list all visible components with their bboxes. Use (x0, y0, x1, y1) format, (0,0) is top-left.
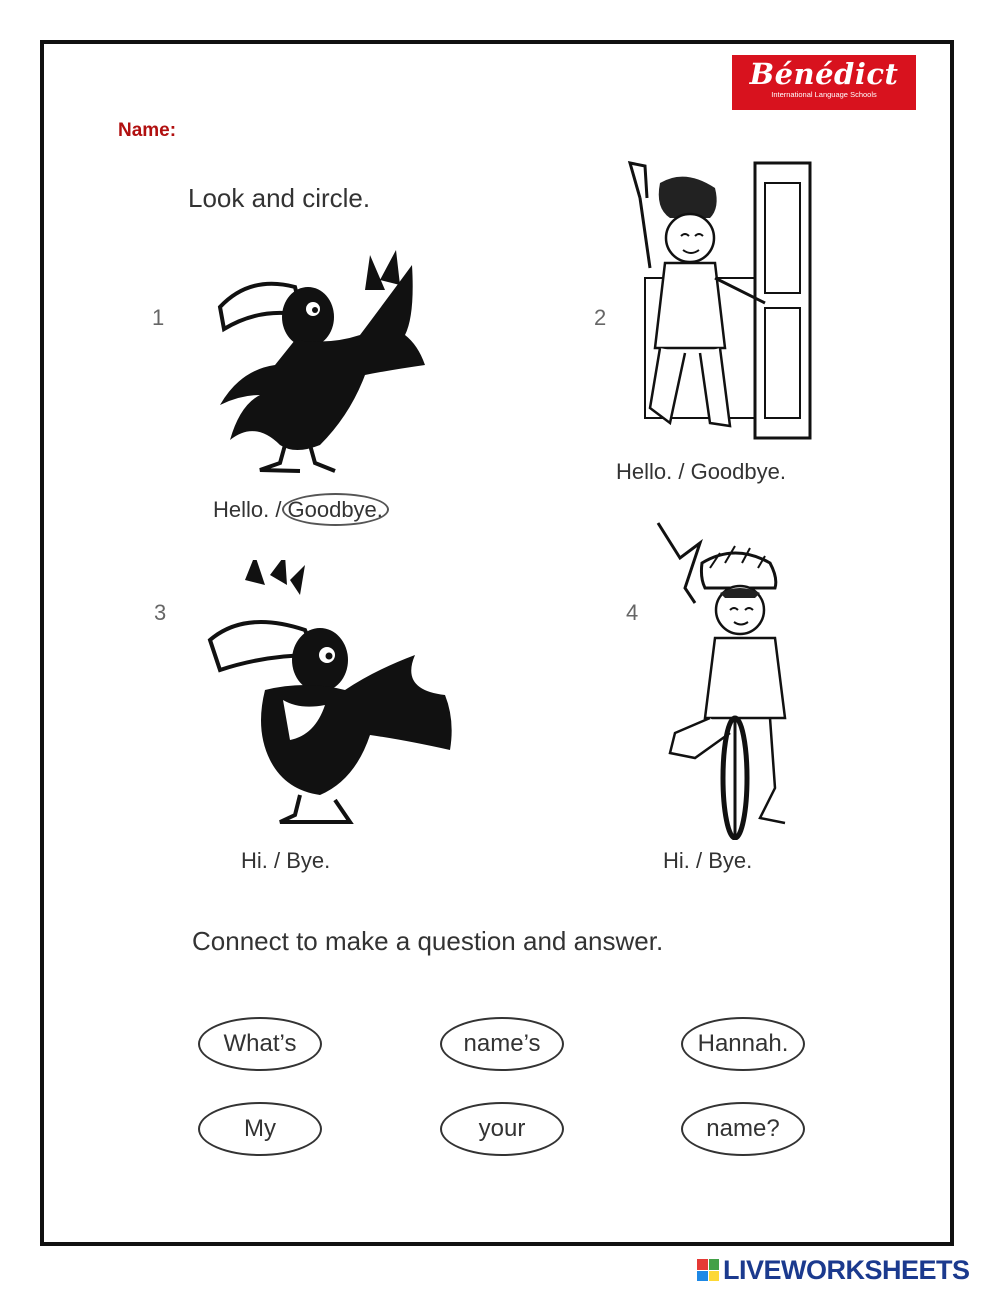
item-4-caption[interactable]: Hi. / Bye. (663, 848, 753, 873)
section1-heading: Look and circle. (188, 183, 371, 213)
logo-brand: Bénédict (749, 57, 899, 91)
word-oval-your[interactable]: your (440, 1102, 564, 1156)
item-1-number: 1 (152, 305, 165, 330)
word-oval-my[interactable]: My (198, 1102, 322, 1156)
boy-on-bike-image (650, 518, 805, 840)
word-oval-name[interactable]: name? (681, 1102, 805, 1156)
word-oval-hannah[interactable]: Hannah. (681, 1017, 805, 1071)
item-1-option-goodbye-circled[interactable]: Goodbye. (282, 493, 389, 526)
item-3-caption[interactable]: Hi. / Bye. (241, 848, 331, 873)
item-4-number: 4 (626, 600, 639, 625)
item-2-number: 2 (594, 305, 607, 330)
item-1-option-hello[interactable]: Hello. (213, 497, 270, 522)
benedict-logo (732, 55, 916, 110)
section2-heading: Connect to make a question and answer. (192, 926, 664, 956)
word-oval-whats[interactable]: What’s (198, 1017, 322, 1071)
item-1-separator: / (275, 497, 282, 522)
item-1-caption (213, 497, 389, 523)
toucan-waving-image (200, 245, 430, 480)
toucan-image (205, 560, 460, 835)
item-2-caption[interactable]: Hello. / Goodbye. (616, 459, 786, 484)
boy-at-door-image (615, 158, 815, 443)
word-oval-names[interactable]: name’s (440, 1017, 564, 1071)
liveworksheets-footer (697, 1254, 970, 1286)
liveworksheets-logo-icon (697, 1259, 719, 1281)
name-label: Name: (118, 120, 177, 141)
liveworksheets-brand: LIVEWORKSHEETS (723, 1254, 970, 1285)
logo-subtitle: International Language Schools (771, 90, 877, 99)
item-3-number: 3 (154, 600, 167, 625)
